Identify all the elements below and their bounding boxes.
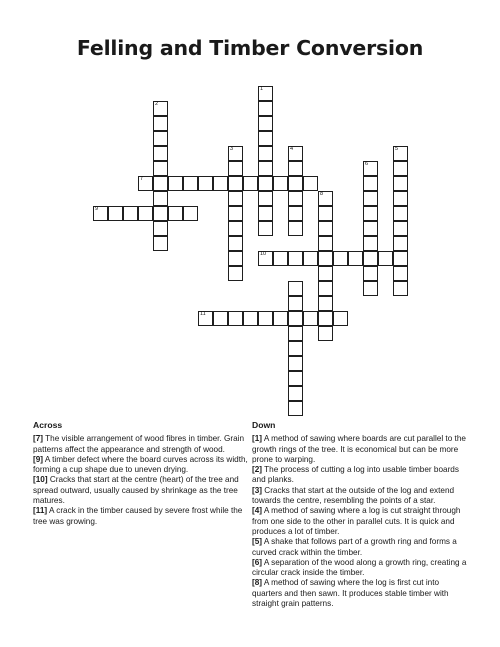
- cell-number: 11: [200, 311, 206, 317]
- cell-number: 7: [140, 176, 144, 182]
- clue-number: [8]: [252, 578, 263, 588]
- grid-cell[interactable]: [258, 176, 273, 191]
- clue-text: Cracks that start at the outside of the log and extend towards the centre, resembling the points of a star.: [252, 485, 455, 506]
- grid-cell[interactable]: [258, 146, 273, 161]
- cell-number: 1: [260, 86, 264, 92]
- clue-text: A method of sawing where the log is first cut into quarters and then sawn. It produces stable timber with straight grain patterns.: [252, 578, 449, 609]
- grid-cell[interactable]: [288, 221, 303, 236]
- grid-cell[interactable]: [258, 131, 273, 146]
- grid-cell[interactable]: [228, 206, 243, 221]
- grid-cell[interactable]: [318, 221, 333, 236]
- grid-cell[interactable]: [393, 161, 408, 176]
- grid-cell[interactable]: [228, 191, 243, 206]
- grid-cell[interactable]: [288, 371, 303, 386]
- clue-text: A timber defect where the board curves across its width, forming a cup shape due to uneven drying.: [33, 454, 248, 475]
- grid-cell[interactable]: [123, 206, 138, 221]
- grid-cell[interactable]: [153, 236, 168, 251]
- grid-cell[interactable]: [363, 191, 378, 206]
- grid-cell[interactable]: [288, 356, 303, 371]
- clue-text: The visible arrangement of wood fibres in timber. Grain patterns affect the appearance and strength of wood.: [33, 434, 245, 454]
- grid-cell[interactable]: [303, 176, 318, 191]
- clue-number: [4]: [252, 506, 263, 516]
- grid-cell[interactable]: [363, 251, 378, 266]
- grid-cell[interactable]: [288, 401, 303, 416]
- grid-cell[interactable]: [138, 206, 153, 221]
- grid-cell[interactable]: [213, 176, 228, 191]
- clue-text: Cracks that start at the centre (heart) of the tree and spread outward, usually caused by shrinkage as the tree matures.: [33, 475, 239, 506]
- clue-down-5: [252, 537, 470, 558]
- clue-text: A method of sawing where boards are cut parallel to the growth rings of the tree. It is economical but can be more prone to warping.: [252, 434, 466, 464]
- grid-cell[interactable]: [363, 236, 378, 251]
- grid-cell[interactable]: [333, 251, 348, 266]
- grid-cell[interactable]: [258, 191, 273, 206]
- grid-cell[interactable]: [258, 311, 273, 326]
- cell-number: 8: [320, 191, 324, 197]
- grid-cell[interactable]: [258, 161, 273, 176]
- clue-number: [2]: [252, 465, 263, 475]
- grid-cell[interactable]: [393, 176, 408, 191]
- clue-down-6: [252, 558, 470, 579]
- down-clues: [252, 420, 470, 609]
- grid-cell[interactable]: [318, 311, 333, 326]
- clue-number: [3]: [252, 485, 263, 495]
- grid-cell[interactable]: [288, 206, 303, 221]
- grid-cell[interactable]: [258, 206, 273, 221]
- cell-number: 6: [365, 161, 369, 167]
- grid-cell[interactable]: [318, 281, 333, 296]
- clue-down-3: [252, 486, 470, 507]
- clue-number: [11]: [33, 506, 48, 516]
- grid-cell[interactable]: [393, 191, 408, 206]
- grid-cell[interactable]: [288, 296, 303, 311]
- grid-cell[interactable]: [213, 311, 228, 326]
- clue-number: [9]: [33, 454, 44, 464]
- cell-number: 4: [290, 146, 294, 152]
- grid-cell[interactable]: [393, 266, 408, 281]
- grid-cell[interactable]: [228, 221, 243, 236]
- clue-number: [7]: [33, 434, 44, 444]
- across-heading: Across: [33, 420, 63, 430]
- clue-across-7: [33, 434, 249, 455]
- clue-across-9: [33, 455, 249, 476]
- cell-number: 5: [395, 146, 399, 152]
- grid-cell[interactable]: [318, 296, 333, 311]
- grid-cell[interactable]: [363, 176, 378, 191]
- grid-cell[interactable]: [393, 221, 408, 236]
- clue-text: A shake that follows part of a growth ring and forms a curved crack within the timber.: [252, 537, 457, 557]
- grid-cell[interactable]: [363, 221, 378, 236]
- grid-cell[interactable]: [153, 206, 168, 221]
- grid-cell[interactable]: [318, 266, 333, 281]
- grid-cell[interactable]: [183, 206, 198, 221]
- grid-cell[interactable]: [258, 221, 273, 236]
- grid-cell[interactable]: [153, 131, 168, 146]
- grid-cell[interactable]: [258, 116, 273, 131]
- grid-cell[interactable]: [243, 311, 258, 326]
- clue-number: [10]: [33, 475, 48, 485]
- clue-down-8: [252, 578, 470, 609]
- grid-cell[interactable]: [183, 176, 198, 191]
- grid-cell[interactable]: [228, 236, 243, 251]
- grid-cell[interactable]: [363, 281, 378, 296]
- grid-cell[interactable]: [318, 326, 333, 341]
- grid-cell[interactable]: [363, 206, 378, 221]
- grid-cell[interactable]: [393, 251, 408, 266]
- grid-cell[interactable]: [348, 251, 363, 266]
- grid-cell[interactable]: [288, 311, 303, 326]
- grid-cell[interactable]: [393, 236, 408, 251]
- grid-cell[interactable]: [228, 311, 243, 326]
- grid-cell[interactable]: [258, 101, 273, 116]
- grid-cell[interactable]: [108, 206, 123, 221]
- clue-number: [1]: [252, 434, 263, 444]
- grid-cell[interactable]: [318, 236, 333, 251]
- grid-cell[interactable]: [168, 176, 183, 191]
- clue-text: A separation of the wood along a growth ring, creating a circular crack inside the timber.: [252, 557, 467, 578]
- grid-cell[interactable]: [153, 146, 168, 161]
- grid-cell[interactable]: [288, 326, 303, 341]
- grid-cell[interactable]: [288, 251, 303, 266]
- grid-cell[interactable]: [303, 311, 318, 326]
- clue-down-1: [252, 434, 470, 465]
- grid-cell[interactable]: [228, 266, 243, 281]
- grid-cell[interactable]: [198, 176, 213, 191]
- grid-cell[interactable]: [288, 161, 303, 176]
- cell-number: 2: [155, 101, 159, 107]
- across-clues: [33, 420, 249, 527]
- grid-cell[interactable]: [288, 191, 303, 206]
- clue-down-2: [252, 465, 470, 486]
- puzzle-title: Felling and Timber Conversion: [76, 36, 424, 60]
- clue-text: The process of cutting a log into usable timber boards and planks.: [252, 465, 459, 485]
- grid-cell[interactable]: [288, 281, 303, 296]
- cell-number: 3: [230, 146, 234, 152]
- clue-down-4: [252, 506, 470, 537]
- grid-cell[interactable]: [273, 176, 288, 191]
- clue-across-10: [33, 475, 249, 506]
- down-heading: Down: [252, 420, 276, 430]
- clue-across-11: [33, 506, 249, 527]
- grid-cell[interactable]: [288, 386, 303, 401]
- grid-cell[interactable]: [168, 206, 183, 221]
- grid-cell[interactable]: [318, 206, 333, 221]
- grid-cell[interactable]: [333, 311, 348, 326]
- grid-cell[interactable]: [378, 251, 393, 266]
- grid-cell[interactable]: [153, 161, 168, 176]
- grid-cell[interactable]: [363, 266, 378, 281]
- grid-cell[interactable]: [288, 341, 303, 356]
- grid-cell[interactable]: [243, 176, 258, 191]
- cell-number: 10: [260, 251, 267, 257]
- grid-cell[interactable]: [228, 161, 243, 176]
- grid-cell[interactable]: [228, 251, 243, 266]
- grid-cell[interactable]: [273, 251, 288, 266]
- grid-cell[interactable]: [153, 221, 168, 236]
- clue-text: A crack in the timber caused by severe frost while the tree was growing.: [33, 506, 243, 526]
- grid-cell[interactable]: [273, 311, 288, 326]
- cell-number: 9: [95, 206, 99, 212]
- clue-number: [6]: [252, 557, 263, 567]
- grid-cell[interactable]: [153, 176, 168, 191]
- grid-cell[interactable]: [318, 251, 333, 266]
- grid-cell[interactable]: [153, 116, 168, 131]
- clue-text: A method of sawing where a log is cut straight through from one side to the other in parallel cuts. It is quick and produces a lot of timber.: [252, 506, 461, 536]
- grid-cell[interactable]: [288, 176, 303, 191]
- grid-cell[interactable]: [393, 281, 408, 296]
- clue-number: [5]: [252, 537, 263, 547]
- grid-cell[interactable]: [393, 206, 408, 221]
- grid-cell[interactable]: [303, 251, 318, 266]
- grid-cell[interactable]: [228, 176, 243, 191]
- grid-cell[interactable]: [153, 191, 168, 206]
